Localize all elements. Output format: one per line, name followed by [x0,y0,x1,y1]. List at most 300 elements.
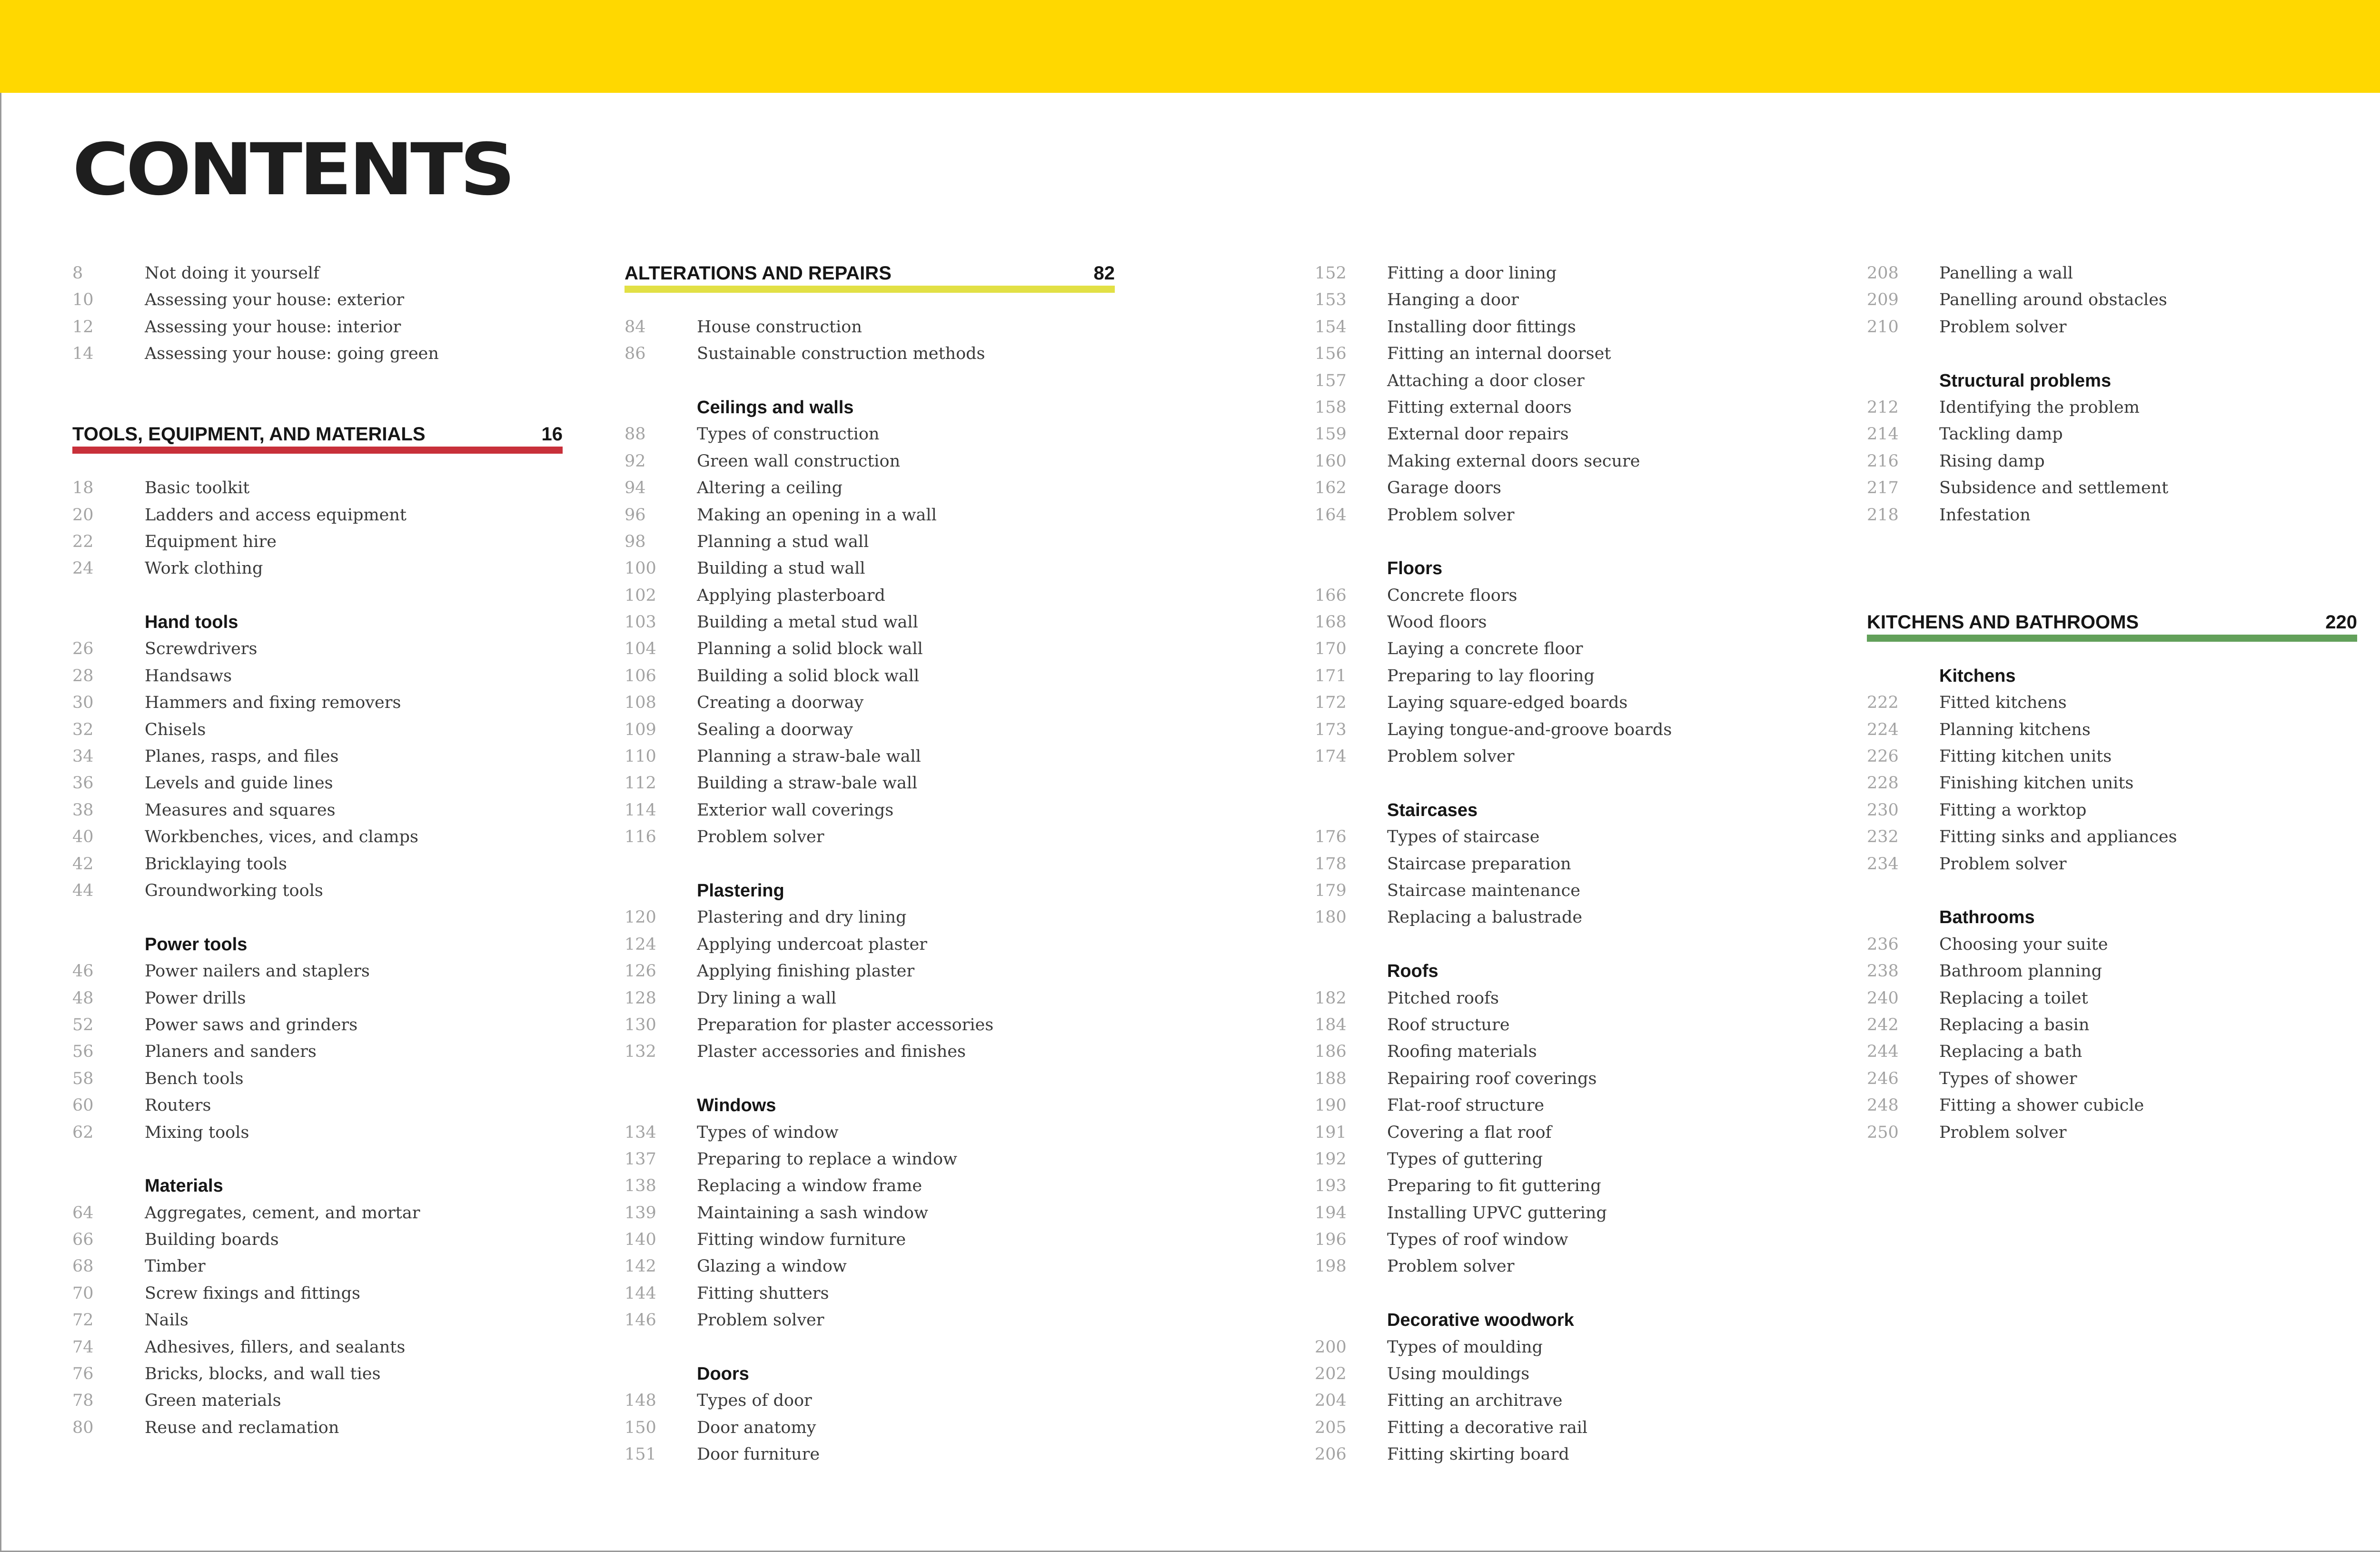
entry-page-number: 44 [72,881,94,900]
entry-page-number: 10 [72,290,94,310]
entry-title: Problem solver [1387,1257,1515,1276]
entry-title: Planning a straw-bale wall [697,747,921,766]
entry-page-number: 236 [1867,935,1899,954]
contents-entry[interactable] [1315,1387,1805,1414]
entry-page-number: 64 [72,1203,94,1223]
entry-page-number: 36 [72,774,94,793]
entry-page-number: 24 [72,559,94,578]
entry-page-number: 140 [625,1230,656,1250]
contents-entry[interactable] [1315,421,1805,448]
spacer [72,1146,563,1173]
entry-title: Nails [145,1311,188,1330]
contents-entry[interactable] [1315,877,1805,904]
contents-entry[interactable] [1867,1012,2357,1038]
contents-entry[interactable] [72,743,563,770]
contents-entry[interactable] [72,1387,563,1414]
contents-entry[interactable] [1315,904,1805,931]
entry-title: Fitting window furniture [697,1230,906,1250]
contents-entry[interactable] [1315,1065,1805,1092]
section-header[interactable] [1867,609,2357,636]
spacer [625,1065,1115,1092]
entry-title: Bricklaying tools [145,854,287,874]
entry-page-number: 202 [1315,1364,1347,1384]
subsection-label: Staircases [1387,800,1478,820]
entry-title: External door repairs [1387,425,1569,444]
contents-entry[interactable] [1315,340,1805,367]
entry-page-number: 182 [1315,988,1347,1008]
entry-title: Preparing to lay flooring [1387,666,1595,686]
entry-page-number: 18 [72,478,94,498]
contents-entry[interactable] [1315,582,1805,609]
contents-entry[interactable] [1315,1253,1805,1280]
contents-entry[interactable] [1315,287,1805,313]
entry-title: Fitting kitchen units [1939,747,2112,766]
entry-title: Plastering and dry lining [697,908,907,927]
subsection-label: Hand tools [145,612,238,633]
entry-title: Ladders and access equipment [145,505,407,525]
contents-entry[interactable] [1867,851,2357,877]
entry-page-number: 116 [625,827,656,847]
entry-title: Dry lining a wall [697,988,837,1008]
contents-entry[interactable] [625,636,1115,662]
entry-page-number: 130 [625,1015,656,1035]
contents-entry[interactable] [1315,689,1805,716]
contents-entry[interactable] [1867,394,2357,421]
contents-entry[interactable] [625,528,1115,555]
entry-page-number: 48 [72,988,94,1008]
contents-entry[interactable] [625,1226,1115,1253]
contents-entry[interactable] [72,1361,563,1387]
contents-entry[interactable] [1315,1441,1805,1468]
entry-page-number: 58 [72,1069,94,1088]
subsection-heading [625,1092,1115,1119]
entry-page-number: 222 [1867,693,1899,713]
entry-title: Building a stud wall [697,559,865,578]
subsection-label: Materials [145,1176,223,1196]
entry-page-number: 142 [625,1257,656,1276]
contents-entry[interactable] [1315,743,1805,770]
contents-entry[interactable] [72,716,563,743]
entry-page-number: 132 [625,1042,656,1062]
entry-title: Pitched roofs [1387,988,1499,1008]
contents-entry[interactable] [72,1012,563,1038]
contents-entry[interactable] [625,904,1115,931]
contents-entry[interactable] [1867,1119,2357,1146]
entry-title: Subsidence and settlement [1939,478,2169,498]
subsection-label: Power tools [145,934,248,955]
entry-page-number: 28 [72,666,94,686]
contents-entry[interactable] [625,448,1115,475]
contents-entry[interactable] [1867,314,2357,340]
contents-entry[interactable] [625,555,1115,582]
contents-entry[interactable] [72,314,563,340]
contents-entry[interactable] [1867,716,2357,743]
entry-page-number: 114 [625,800,656,820]
entry-title: Making an opening in a wall [697,505,937,525]
contents-entry[interactable] [72,770,563,796]
contents-entry[interactable] [625,1280,1115,1307]
entry-page-number: 234 [1867,854,1899,874]
entry-title: Fitting a worktop [1939,800,2087,820]
entry-title: Rising damp [1939,451,2045,471]
contents-entry[interactable] [625,689,1115,716]
contents-entry[interactable] [1867,958,2357,985]
contents-entry[interactable] [1867,421,2357,448]
contents-entry[interactable] [1867,1092,2357,1119]
contents-entry[interactable] [72,1038,563,1065]
contents-entry[interactable] [1867,931,2357,958]
subsection-heading [1315,1307,1805,1333]
contents-entry[interactable] [1315,1226,1805,1253]
entry-page-number: 162 [1315,478,1347,498]
contents-entry[interactable] [625,502,1115,528]
entry-page-number: 52 [72,1015,94,1035]
entry-title: Not doing it yourself [145,264,319,283]
entry-page-number: 238 [1867,962,1899,981]
entry-title: Wood floors [1387,613,1487,632]
contents-entry[interactable] [625,1307,1115,1333]
entry-title: Problem solver [1939,854,2067,874]
contents-entry[interactable] [625,985,1115,1012]
contents-entry[interactable] [72,1414,563,1441]
spacer [625,368,1115,394]
spacer [72,448,563,475]
entry-page-number: 62 [72,1123,94,1142]
contents-entry[interactable] [625,421,1115,448]
section-title: ALTERATIONS AND REPAIRS [625,263,892,284]
entry-title: Planning a stud wall [697,532,869,551]
contents-entry[interactable] [1315,448,1805,475]
contents-entry[interactable] [1867,260,2357,287]
section-title: KITCHENS AND BATHROOMS [1867,612,2139,633]
subsection-heading [625,394,1115,421]
entry-page-number: 226 [1867,747,1899,766]
entry-title: Staircase preparation [1387,854,1571,874]
entry-page-number: 218 [1867,505,1899,525]
entry-title: Types of shower [1939,1069,2077,1088]
contents-entry[interactable] [1315,1173,1805,1199]
entry-title: Panelling around obstacles [1939,290,2167,310]
entry-page-number: 138 [625,1176,656,1196]
spacer [72,394,563,421]
contents-entry[interactable] [1315,985,1805,1012]
entry-title: Types of roof window [1387,1230,1568,1250]
entry-page-number: 159 [1315,425,1347,444]
contents-entry[interactable] [72,797,563,824]
entry-title: Fitting a decorative rail [1387,1418,1588,1437]
contents-entry[interactable] [72,1119,563,1146]
entry-title: Choosing your suite [1939,935,2108,954]
subsection-heading [1315,555,1805,582]
contents-entry[interactable] [72,985,563,1012]
spacer [72,582,563,609]
entry-page-number: 8 [72,264,83,283]
entry-title: Replacing a window frame [697,1176,922,1196]
contents-entry[interactable] [625,340,1115,367]
entry-title: Groundworking tools [145,881,323,900]
entry-page-number: 30 [72,693,94,713]
contents-entry[interactable] [1867,287,2357,313]
contents-entry[interactable] [1315,1334,1805,1361]
entry-title: Screwdrivers [145,639,258,659]
contents-entry[interactable] [72,1065,563,1092]
contents-entry[interactable] [1867,985,2357,1012]
entry-title: Glazing a window [697,1257,847,1276]
entry-title: Hammers and fixing removers [145,693,401,713]
contents-entry[interactable] [72,689,563,716]
entry-page-number: 168 [1315,613,1347,632]
entry-title: Adhesives, fillers, and sealants [145,1337,406,1357]
entry-title: Power drills [145,988,246,1008]
entry-page-number: 14 [72,344,94,364]
entry-title: Planes, rasps, and files [145,747,339,766]
contents-entry[interactable] [72,851,563,877]
contents-entry[interactable] [1315,368,1805,394]
contents-entry[interactable] [72,1307,563,1333]
entry-page-number: 68 [72,1257,94,1276]
contents-entry[interactable] [72,340,563,367]
contents-entry[interactable] [625,716,1115,743]
contents-entry[interactable] [625,1200,1115,1226]
entry-title: Replacing a basin [1939,1015,2090,1035]
contents-entry[interactable] [72,1092,563,1119]
contents-entry[interactable] [625,797,1115,824]
contents-entry[interactable] [1315,260,1805,287]
entry-title: Hanging a door [1387,290,1519,310]
entry-page-number: 158 [1315,398,1347,417]
entry-title: Equipment hire [145,532,277,551]
contents-entry[interactable] [72,502,563,528]
entry-page-number: 172 [1315,693,1347,713]
contents-entry[interactable] [1867,689,2357,716]
entry-page-number: 128 [625,988,656,1008]
entry-title: Fitted kitchens [1939,693,2067,713]
section-page-number: 220 [2325,612,2357,633]
entry-title: Replacing a balustrade [1387,908,1583,927]
entry-title: Fitting a door lining [1387,264,1557,283]
entry-page-number: 26 [72,639,94,659]
entry-page-number: 209 [1867,290,1899,310]
contents-entry[interactable] [1315,716,1805,743]
entry-page-number: 72 [72,1311,94,1330]
contents-entry[interactable] [1315,851,1805,877]
contents-entry[interactable] [1315,1038,1805,1065]
contents-entry[interactable] [1315,394,1805,421]
entry-title: Bricks, blocks, and wall ties [145,1364,381,1384]
contents-entry[interactable] [1867,797,2357,824]
contents-entry[interactable] [1315,1092,1805,1119]
contents-entry[interactable] [625,931,1115,958]
entry-page-number: 78 [72,1391,94,1411]
contents-entry[interactable] [72,287,563,313]
entry-title: Roof structure [1387,1015,1510,1035]
entry-title: Timber [145,1257,206,1276]
entry-page-number: 196 [1315,1230,1347,1250]
entry-page-number: 42 [72,854,94,874]
contents-entry[interactable] [625,1146,1115,1173]
entry-page-number: 56 [72,1042,94,1062]
contents-entry[interactable] [1867,502,2357,528]
entry-title: Attaching a door closer [1387,371,1585,390]
contents-entry[interactable] [625,1119,1115,1146]
contents-entry[interactable] [1867,475,2357,501]
entry-page-number: 12 [72,317,94,337]
contents-entry[interactable] [625,475,1115,501]
contents-entry[interactable] [625,582,1115,609]
subsection-heading [1867,904,2357,931]
entry-page-number: 166 [1315,586,1347,605]
contents-entry[interactable] [1315,636,1805,662]
subsection-heading [72,609,563,636]
contents-entry[interactable] [72,528,563,555]
contents-entry[interactable] [625,824,1115,850]
contents-entry[interactable] [625,609,1115,636]
entry-title: Levels and guide lines [145,774,333,793]
contents-entry[interactable] [1315,1414,1805,1441]
entry-title: Garage doors [1387,478,1501,498]
contents-entry[interactable] [1315,314,1805,340]
entry-page-number: 178 [1315,854,1347,874]
contents-entry[interactable] [625,1038,1115,1065]
entry-page-number: 108 [625,693,656,713]
contents-entry[interactable] [1867,824,2357,850]
contents-entry[interactable] [625,1414,1115,1441]
spacer [72,904,563,931]
contents-entry[interactable] [72,877,563,904]
contents-entry[interactable] [625,1173,1115,1199]
entry-page-number: 193 [1315,1176,1347,1196]
entry-title: Types of guttering [1387,1149,1543,1169]
entry-page-number: 154 [1315,317,1347,337]
contents-entry[interactable] [625,958,1115,985]
entry-page-number: 74 [72,1337,94,1357]
contents-entry[interactable] [625,1012,1115,1038]
contents-entry[interactable] [1315,824,1805,850]
entry-title: Routers [145,1096,211,1115]
entry-title: Using mouldings [1387,1364,1530,1384]
entry-title: Reuse and reclamation [145,1418,339,1437]
contents-entry[interactable] [1315,1119,1805,1146]
contents-entry[interactable] [72,260,563,287]
entry-title: Exterior wall coverings [697,800,894,820]
contents-entry[interactable] [72,1200,563,1226]
entry-title: Preparing to fit guttering [1387,1176,1601,1196]
contents-entry[interactable] [625,1441,1115,1468]
entry-page-number: 46 [72,962,94,981]
entry-page-number: 66 [72,1230,94,1250]
contents-entry[interactable] [1867,770,2357,796]
entry-title: Staircase maintenance [1387,881,1580,900]
contents-entry[interactable] [1315,663,1805,689]
entry-page-number: 210 [1867,317,1899,337]
entry-title: Power saws and grinders [145,1015,358,1035]
subsection-label: Windows [697,1095,776,1116]
contents-entry[interactable] [625,770,1115,796]
contents-entry[interactable] [72,958,563,985]
spacer [1867,582,2357,609]
entry-page-number: 160 [1315,451,1347,471]
contents-entry[interactable] [72,636,563,662]
contents-entry[interactable] [72,1226,563,1253]
entry-page-number: 206 [1315,1445,1347,1464]
entry-page-number: 248 [1867,1096,1899,1115]
entry-title: Installing door fittings [1387,317,1576,337]
contents-entry[interactable] [1867,1038,2357,1065]
entry-title: Problem solver [1387,747,1515,766]
entry-page-number: 190 [1315,1096,1347,1115]
entry-title: Building a solid block wall [697,666,920,686]
section-header[interactable] [625,260,1115,287]
subsection-heading [625,1361,1115,1387]
entry-page-number: 192 [1315,1149,1347,1169]
contents-entry[interactable] [625,1387,1115,1414]
entry-page-number: 198 [1315,1257,1347,1276]
contents-entry[interactable] [1867,1065,2357,1092]
contents-entry[interactable] [72,1334,563,1361]
entry-page-number: 103 [625,613,656,632]
entry-title: Planning kitchens [1939,720,2091,739]
contents-entry[interactable] [625,663,1115,689]
subsection-heading [1315,958,1805,985]
entry-page-number: 32 [72,720,94,739]
contents-entry[interactable] [1867,743,2357,770]
entry-title: Sealing a doorway [697,720,853,739]
contents-entry[interactable] [72,663,563,689]
entry-title: Types of window [697,1123,839,1142]
contents-entry[interactable] [72,555,563,582]
entry-title: Problem solver [697,1311,824,1330]
entry-title: Preparation for plaster accessories [697,1015,994,1035]
spacer [625,287,1115,313]
contents-entry[interactable] [625,1253,1115,1280]
entry-page-number: 246 [1867,1069,1899,1088]
contents-entry[interactable] [1315,1361,1805,1387]
entry-page-number: 188 [1315,1069,1347,1088]
entry-page-number: 137 [625,1149,656,1169]
contents-entry[interactable] [1315,1146,1805,1173]
contents-entry[interactable] [625,743,1115,770]
contents-entry[interactable] [72,1253,563,1280]
contents-entry[interactable] [1315,502,1805,528]
entry-title: Roofing materials [1387,1042,1537,1062]
entry-title: Planning a solid block wall [697,639,923,659]
subsection-label: Structural problems [1939,370,2112,391]
entry-page-number: 124 [625,935,656,954]
entry-title: Making external doors secure [1387,451,1640,471]
subsection-label: Bathrooms [1939,907,2035,928]
contents-entry[interactable] [1315,609,1805,636]
entry-title: Problem solver [1939,1123,2067,1142]
entry-page-number: 156 [1315,344,1347,364]
entry-page-number: 171 [1315,666,1347,686]
entry-title: Work clothing [145,559,263,578]
entry-title: Mixing tools [145,1123,249,1142]
contents-entry[interactable] [1867,448,2357,475]
section-header[interactable] [72,421,563,448]
contents-entry[interactable] [1315,475,1805,501]
contents-entry[interactable] [72,475,563,501]
entry-title: Types of door [697,1391,812,1411]
contents-entry[interactable] [1315,1012,1805,1038]
page-title: CONTENTS [72,129,513,211]
entry-title: Planers and sanders [145,1042,317,1062]
entry-page-number: 176 [1315,827,1347,847]
contents-entry[interactable] [72,1280,563,1307]
contents-entry[interactable] [625,314,1115,340]
contents-entry[interactable] [72,824,563,850]
entry-title: Aggregates, cement, and mortar [145,1203,420,1223]
contents-entry[interactable] [1315,1200,1805,1226]
